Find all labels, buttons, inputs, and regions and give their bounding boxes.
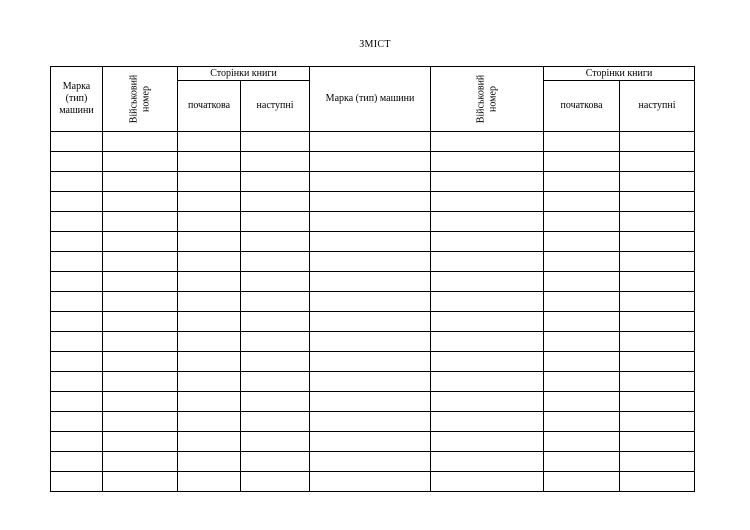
header-brand-right: Марка (тип) машини — [310, 67, 431, 132]
table-row — [51, 452, 695, 472]
table-cell — [544, 332, 620, 352]
table-cell — [620, 352, 695, 372]
table-cell — [310, 312, 431, 332]
table-cell — [178, 132, 241, 152]
table-row — [51, 312, 695, 332]
table-row — [51, 392, 695, 412]
table-cell — [178, 212, 241, 232]
table-cell — [241, 312, 310, 332]
table-cell — [544, 172, 620, 192]
header-book-pages-right: Сторінки книги — [544, 67, 695, 81]
table-cell — [544, 132, 620, 152]
table-cell — [620, 192, 695, 212]
table-cell — [241, 252, 310, 272]
table-cell — [178, 452, 241, 472]
table-cell — [620, 392, 695, 412]
table-cell — [51, 432, 103, 452]
header-first-page-right: початкова — [544, 81, 620, 132]
table-body — [51, 132, 695, 492]
table-cell — [51, 372, 103, 392]
table-cell — [51, 292, 103, 312]
table-cell — [51, 392, 103, 412]
table-cell — [431, 152, 544, 172]
table-cell — [620, 172, 695, 192]
table-cell — [51, 192, 103, 212]
table-cell — [431, 392, 544, 412]
table-row — [51, 232, 695, 252]
table-cell — [544, 272, 620, 292]
table-cell — [310, 192, 431, 212]
table-cell — [178, 392, 241, 412]
table-cell — [310, 472, 431, 492]
header-brand-left: Марка (тип) машини — [51, 67, 103, 132]
table-cell — [310, 172, 431, 192]
table-row — [51, 132, 695, 152]
table-cell — [178, 352, 241, 372]
table-cell — [544, 352, 620, 372]
table-row — [51, 192, 695, 212]
table-cell — [241, 152, 310, 172]
table-cell — [103, 332, 178, 352]
table-cell — [241, 132, 310, 152]
table-cell — [431, 352, 544, 372]
table-cell — [431, 432, 544, 452]
table-cell — [103, 372, 178, 392]
table-row — [51, 372, 695, 392]
header-first-page-left: початкова — [178, 81, 241, 132]
table-cell — [51, 412, 103, 432]
table-cell — [178, 252, 241, 272]
table-cell — [431, 272, 544, 292]
table-cell — [51, 272, 103, 292]
table-cell — [51, 332, 103, 352]
table-cell — [544, 152, 620, 172]
table-row — [51, 292, 695, 312]
table-row — [51, 272, 695, 292]
table-cell — [620, 372, 695, 392]
table-cell — [178, 292, 241, 312]
header-military-number-left: Військовий номер — [103, 67, 178, 132]
table-cell — [241, 332, 310, 352]
table-row — [51, 412, 695, 432]
table-cell — [51, 312, 103, 332]
table-cell — [310, 132, 431, 152]
table-cell — [178, 412, 241, 432]
table-cell — [310, 352, 431, 372]
table-cell — [241, 452, 310, 472]
table-cell — [103, 252, 178, 272]
table-cell — [178, 332, 241, 352]
table-cell — [178, 172, 241, 192]
table-cell — [178, 152, 241, 172]
table-cell — [310, 332, 431, 352]
table-cell — [103, 432, 178, 452]
table-cell — [103, 292, 178, 312]
table-cell — [544, 392, 620, 412]
table-cell — [178, 432, 241, 452]
table-cell — [241, 352, 310, 372]
table-cell — [620, 432, 695, 452]
table-cell — [241, 272, 310, 292]
table-cell — [431, 472, 544, 492]
table-row — [51, 352, 695, 372]
table-cell — [544, 472, 620, 492]
table-cell — [620, 132, 695, 152]
table-cell — [544, 192, 620, 212]
table-cell — [620, 472, 695, 492]
table-cell — [544, 292, 620, 312]
table-cell — [431, 292, 544, 312]
table-cell — [241, 232, 310, 252]
table-cell — [241, 292, 310, 312]
table-cell — [241, 212, 310, 232]
table-cell — [620, 272, 695, 292]
table-cell — [431, 192, 544, 212]
table-cell — [310, 432, 431, 452]
table-row — [51, 252, 695, 272]
table-row — [51, 432, 695, 452]
table-cell — [51, 172, 103, 192]
table-cell — [51, 452, 103, 472]
table-cell — [51, 352, 103, 372]
table-cell — [103, 232, 178, 252]
table-cell — [241, 392, 310, 412]
table-cell — [544, 232, 620, 252]
table-cell — [103, 132, 178, 152]
table-cell — [544, 212, 620, 232]
table-cell — [178, 372, 241, 392]
table-cell — [544, 312, 620, 332]
table-cell — [310, 272, 431, 292]
table-cell — [178, 272, 241, 292]
table-cell — [178, 312, 241, 332]
table-cell — [103, 152, 178, 172]
table-cell — [310, 212, 431, 232]
table-cell — [620, 212, 695, 232]
header-book-pages-left: Сторінки книги — [178, 67, 310, 81]
table-cell — [51, 212, 103, 232]
table-cell — [103, 472, 178, 492]
table-cell — [544, 412, 620, 432]
table-cell — [431, 452, 544, 472]
table-cell — [544, 432, 620, 452]
table-cell — [241, 412, 310, 432]
table-cell — [241, 172, 310, 192]
table-cell — [431, 372, 544, 392]
table-cell — [103, 412, 178, 432]
table-cell — [103, 192, 178, 212]
table-cell — [431, 132, 544, 152]
table-row — [51, 212, 695, 232]
header-next-pages-left: наступні — [241, 81, 310, 132]
table-cell — [620, 312, 695, 332]
table-cell — [178, 472, 241, 492]
table-cell — [51, 232, 103, 252]
table-cell — [310, 152, 431, 172]
table-row — [51, 332, 695, 352]
header-next-pages-right: наступні — [620, 81, 695, 132]
table-cell — [103, 272, 178, 292]
table-cell — [103, 212, 178, 232]
table-cell — [620, 292, 695, 312]
table-cell — [51, 152, 103, 172]
table-cell — [103, 312, 178, 332]
contents-table — [50, 66, 695, 492]
table-cell — [310, 392, 431, 412]
table-cell — [620, 232, 695, 252]
table-cell — [431, 412, 544, 432]
header-row-top — [51, 67, 695, 81]
table-cell — [51, 132, 103, 152]
table-cell — [620, 252, 695, 272]
table-row — [51, 472, 695, 492]
table-row — [51, 172, 695, 192]
table-cell — [620, 452, 695, 472]
table-cell — [620, 152, 695, 172]
table-row — [51, 152, 695, 172]
table-cell — [51, 472, 103, 492]
table-cell — [310, 252, 431, 272]
table-cell — [544, 372, 620, 392]
table-cell — [431, 332, 544, 352]
table-cell — [620, 332, 695, 352]
table-cell — [103, 392, 178, 412]
table-cell — [241, 372, 310, 392]
table-cell — [310, 452, 431, 472]
table-cell — [544, 252, 620, 272]
table-cell — [431, 172, 544, 192]
page-title: ЗМІСТ — [359, 39, 391, 50]
table-cell — [103, 352, 178, 372]
table-cell — [241, 432, 310, 452]
table-cell — [241, 192, 310, 212]
table-cell — [103, 172, 178, 192]
table-cell — [310, 372, 431, 392]
table-cell — [431, 312, 544, 332]
table-cell — [178, 192, 241, 212]
table-cell — [310, 292, 431, 312]
table-cell — [51, 252, 103, 272]
table-cell — [620, 412, 695, 432]
table-cell — [310, 412, 431, 432]
table-cell — [178, 232, 241, 252]
table-cell — [310, 232, 431, 252]
table-cell — [103, 452, 178, 472]
table-cell — [431, 232, 544, 252]
table-cell — [241, 472, 310, 492]
table-cell — [431, 212, 544, 232]
table-cell — [544, 452, 620, 472]
table-cell — [431, 252, 544, 272]
header-military-number-right: Військовий номер — [431, 67, 544, 132]
